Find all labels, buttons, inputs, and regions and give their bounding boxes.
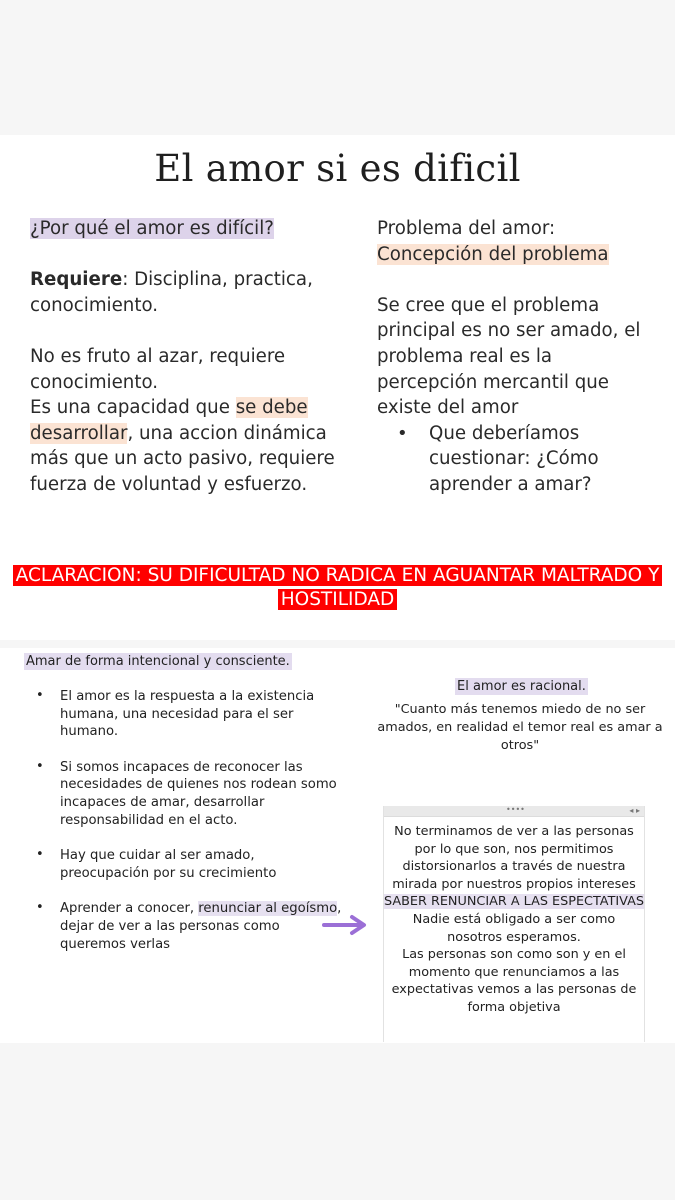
capacity-paragraph <box>30 395 350 497</box>
question-heading: ¿Por qué el amor es difícil? <box>30 218 274 239</box>
note-titlebar[interactable] <box>384 806 644 817</box>
rational-title: El amor es racional. <box>457 679 586 694</box>
problem-subheading: Concepción del problema <box>377 243 609 265</box>
section-title: Amar de forma intencional y consciente. <box>26 654 290 669</box>
section-bullets <box>36 688 346 971</box>
capacity-text-a: Es una capacidad que <box>30 397 236 419</box>
note-controls-icon[interactable]: ◂ ▸ <box>629 806 640 815</box>
note-paragraph-2: Nadie está obligado a ser como nosotros esperamos. <box>412 911 616 945</box>
banner-text: ACLARACION: SU DIFICULTAD NO RADICA EN AGUANTAR MALTRADO Y HOSTILIDAD <box>13 565 663 610</box>
requires-paragraph <box>30 267 350 318</box>
bullet-text-a: Aprender a conocer, <box>60 901 199 917</box>
bullet-text: Hay que cuidar al ser amado, preocupación por su crecimiento <box>60 848 277 881</box>
list-item <box>36 759 346 829</box>
sticky-note <box>383 806 645 1042</box>
note-highlight: SABER RENUNCIAR A LAS ESPECTATIVAS <box>384 894 644 910</box>
list-item <box>36 688 346 741</box>
clarification-banner <box>0 564 675 612</box>
capacity-highlight: se debe desarrollar <box>30 397 308 444</box>
bullet-icon: • <box>36 688 44 703</box>
bullet-icon: • <box>36 758 44 774</box>
note-body <box>384 817 644 1017</box>
bullet-icon: • <box>36 847 44 863</box>
note-paragraph-3: Las personas son como son y en el momento que renunciamos a las expectativas vemos a las personas de forma objetiva <box>391 947 637 1015</box>
problem-heading: Problema del amor: <box>377 218 556 239</box>
page-title: El amor si es dificil <box>154 147 521 190</box>
bullet-text: El amor es la respuesta a la existencia humana, una necesidad para el ser humano. <box>60 689 315 740</box>
problem-paragraph: Se cree que el problema principal es no ser amado, el problema real es la percepción mercantil que existe del amor <box>377 294 641 419</box>
azar-paragraph: No es fruto al azar, requiere conocimiento. <box>30 345 286 393</box>
list-item <box>36 847 346 882</box>
right-column <box>377 216 657 498</box>
note-paragraph-1: No terminamos de ver a las personas por lo que son, nos permitimos distorsionarlos a través de nuestra mirada por nuestros propios intereses <box>392 824 636 892</box>
bullet-icon: • <box>36 900 44 916</box>
bullet-text-b: , dejar de ver a las personas como queremos verlas <box>60 901 342 952</box>
left-column <box>30 216 350 498</box>
list-item <box>36 900 346 953</box>
arrow-right-icon <box>322 914 370 936</box>
bullet-highlight: renunciar al egoísmo <box>198 901 338 917</box>
list-item <box>377 421 657 498</box>
bullet-icon: • <box>397 422 408 444</box>
requires-label: Requiere <box>30 269 123 291</box>
problem-bullets <box>377 421 657 498</box>
capacity-text-b: , una accion dinámica más que un acto pasivo, requiere fuerza de voluntad y esfuerzo. <box>30 422 335 495</box>
rational-quote: "Cuanto más tenemos miedo de no ser amados, en realidad el temor real es amar a otros" <box>377 702 663 753</box>
bullet-text: Que deberíamos cuestionar: ¿Cómo aprender a amar? <box>429 422 599 495</box>
requires-text: : Disciplina, practica, conocimiento. <box>30 269 313 316</box>
bullet-text: Si somos incapaces de reconocer las necesidades de quienes nos rodean somo incapaces de amar, desarrollar responsabilidad en el acto. <box>60 759 337 828</box>
drag-handle-icon[interactable]: •••• <box>506 805 525 814</box>
